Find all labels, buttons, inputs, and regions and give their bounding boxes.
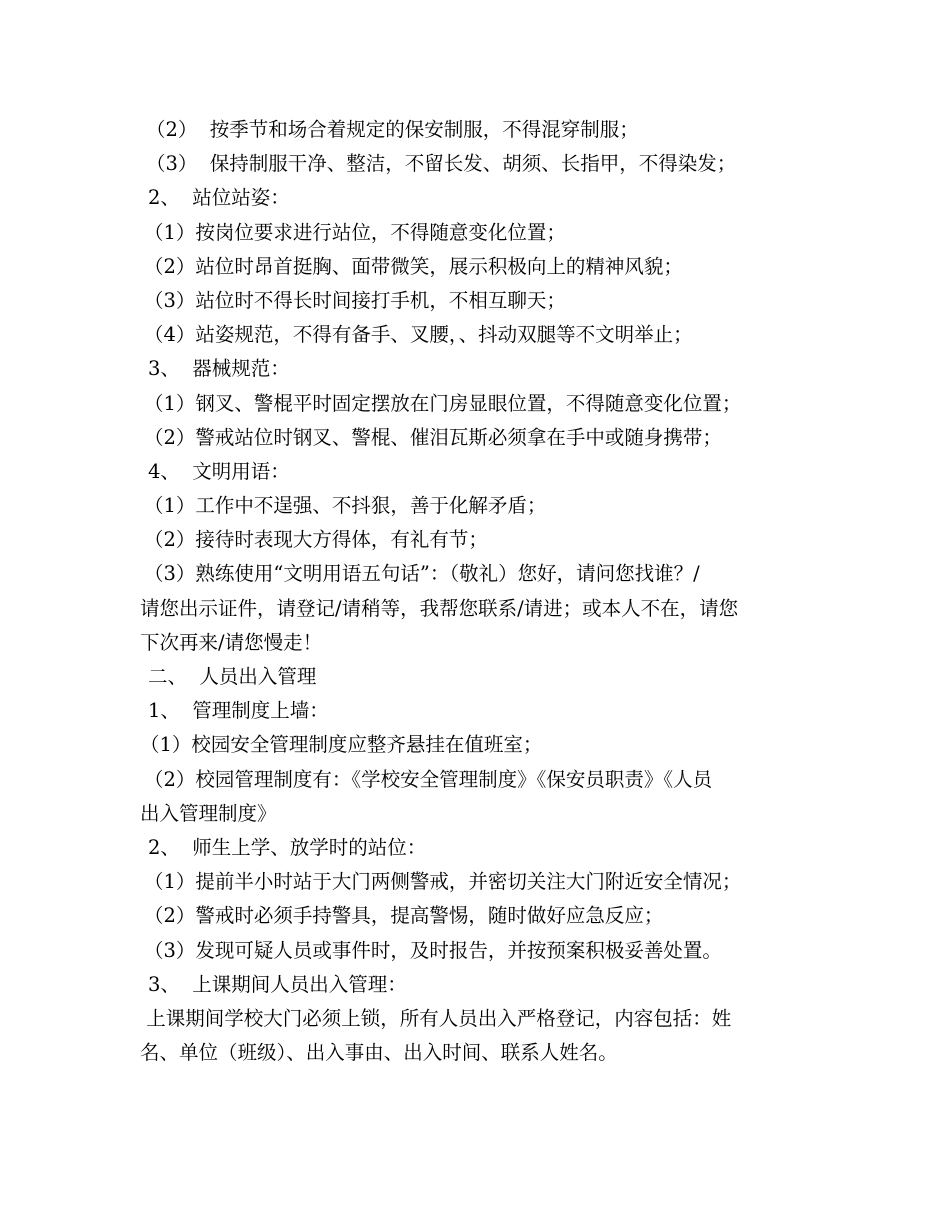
text-line: 上课期间学校大门必须上锁，所有人员出入严格登记，内容包括：姓 [140,1006,732,1030]
text-line: 下次再来/请您慢走！ [140,630,323,654]
text-line: （3）站位时不得长时间接打手机，不相互聊天； [144,288,566,312]
text-line: （1）工作中不逞强、不抖狠，善于化解矛盾； [144,494,547,518]
text-line: 4、 文明用语： [148,459,290,483]
text-line: 名、单位（班级）、出入事由、出入时间、联系人姓名。 [140,1041,618,1065]
text-line: 二、 人员出入管理 [148,665,317,688]
text-line: （1）按岗位要求进行站位，不得随意变化位置； [144,220,566,244]
text-line: （2）接待时表现大方得体，有礼有节； [144,528,488,552]
text-line: （1）提前半小时站于大门两侧警戒，并密切关注大门附近安全情况； [144,870,742,894]
text-line: 2、 师生上学、放学时的站位： [148,835,427,859]
text-line: （2） 按季节和场合着规定的保安制服，不得混穿制服； [146,118,639,141]
text-line: 出入管理制度》 [140,801,277,825]
text-line: 1、 管理制度上墙： [148,699,329,723]
text-line: （1）校园安全管理制度应整齐悬挂在值班室； [140,733,543,757]
text-line: （3）熟练使用“文明用语五句话”：（敬礼）您好，请问您找谁？/ [144,562,700,586]
text-line: （2）站位时昂首挺胸、面带微笑，展示积极向上的精神风貌； [144,254,683,278]
document-body [140,113,815,1070]
text-line: （4）站姿规范，不得有备手、叉腰，、抖动双腿等不文明举止； [144,323,693,347]
text-line: 3、 器械规范： [148,357,290,381]
text-line: 请您出示证件，请登记/请稍等，我帮您联系/请进；或本人不在，请您 [140,596,739,620]
text-line: （3） 保持制服干净、整洁，不留长发、胡须、长指甲，不得染发； [146,152,737,176]
text-line: （2）校园管理制度有：《学校安全管理制度》《保安员职责》《人员 [144,767,713,791]
text-line: （2）警戒时必须手持警具，提高警惕，随时做好应急反应； [144,904,664,928]
text-line: 2、 站位站姿： [148,186,290,210]
text-line: 3、 上课期间人员出入管理： [148,972,407,996]
text-line: （3）发现可疑人员或事件时，及时报告，并按预案积极妥善处置。 [144,938,722,962]
text-line: （2）警戒站位时钢叉、警棍、催泪瓦斯必须拿在手中或随身携带； [144,425,722,449]
text-line: （1）钢叉、警棍平时固定摆放在门房显眼位置，不得随意变化位置； [144,391,742,415]
